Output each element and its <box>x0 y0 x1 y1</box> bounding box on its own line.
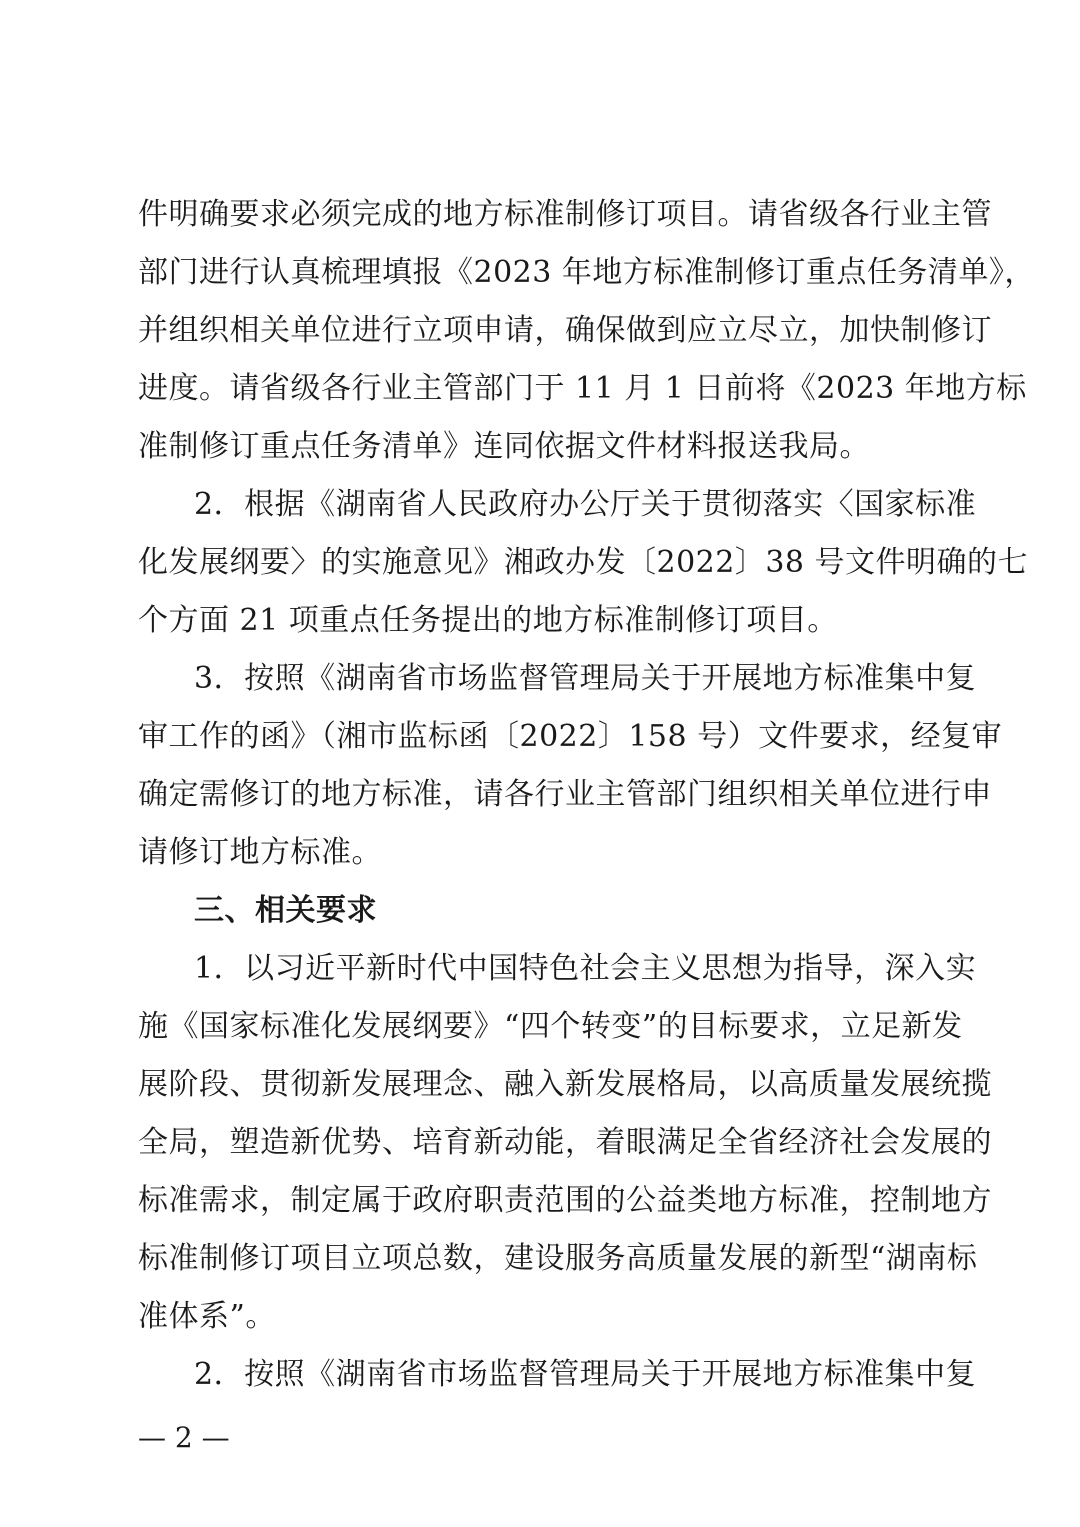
body-text-line: 审工作的函》（湘市监标函〔2022〕158 号）文件要求，经复审 <box>138 719 1003 754</box>
body-text-line: 展阶段、贯彻新发展理念、融入新发展格局，以高质量发展统揽 <box>138 1067 992 1102</box>
body-text-line: 全局，塑造新优势、培育新动能，着眼满足全省经济社会发展的 <box>138 1125 992 1160</box>
body-text-line: 部门进行认真梳理填报《2023 年地方标准制修订重点任务清单》， <box>138 255 1035 290</box>
paragraph-first-line: 1．以习近平新时代中国特色社会主义思想为指导，深入实 <box>194 951 977 986</box>
body-text-line: 施《国家标准化发展纲要》“四个转变”的目标要求，立足新发 <box>138 1009 963 1044</box>
body-text-line: 进度。请省级各行业主管部门于 11 月 1 日前将《2023 年地方标 <box>138 371 1027 406</box>
body-text-line: 化发展纲要〉的实施意见》湘政办发〔2022〕38 号文件明确的七 <box>138 545 1029 580</box>
body-text-line: 准体系”。 <box>138 1299 276 1334</box>
page-number: — 2 — <box>138 1421 230 1454</box>
paragraph-first-line: 2．根据《湖南省人民政府办公厅关于贯彻落实〈国家标准 <box>194 487 977 522</box>
body-text-line: 件明确要求必须完成的地方标准制修订项目。请省级各行业主管 <box>138 197 992 232</box>
body-text-line: 个方面 21 项重点任务提出的地方标准制修订项目。 <box>138 603 838 638</box>
body-text-line: 标准制修订项目立项总数，建设服务高质量发展的新型“湖南标 <box>138 1241 978 1276</box>
paragraph-first-line: 3．按照《湖南省市场监督管理局关于开展地方标准集中复 <box>194 661 977 696</box>
section-heading: 三、相关要求 <box>194 893 377 928</box>
body-text-line: 并组织相关单位进行立项申请，确保做到应立尽立，加快制修订 <box>138 313 992 348</box>
body-text-line: 确定需修订的地方标准，请各行业主管部门组织相关单位进行申 <box>138 777 992 812</box>
paragraph-first-line: 2．按照《湖南省市场监督管理局关于开展地方标准集中复 <box>194 1357 977 1392</box>
body-text-line: 准制修订重点任务清单》连同依据文件材料报送我局。 <box>138 429 870 464</box>
body-text-line: 请修订地方标准。 <box>138 835 382 870</box>
body-text-line: 标准需求，制定属于政府职责范围的公益类地方标准，控制地方 <box>138 1183 992 1218</box>
